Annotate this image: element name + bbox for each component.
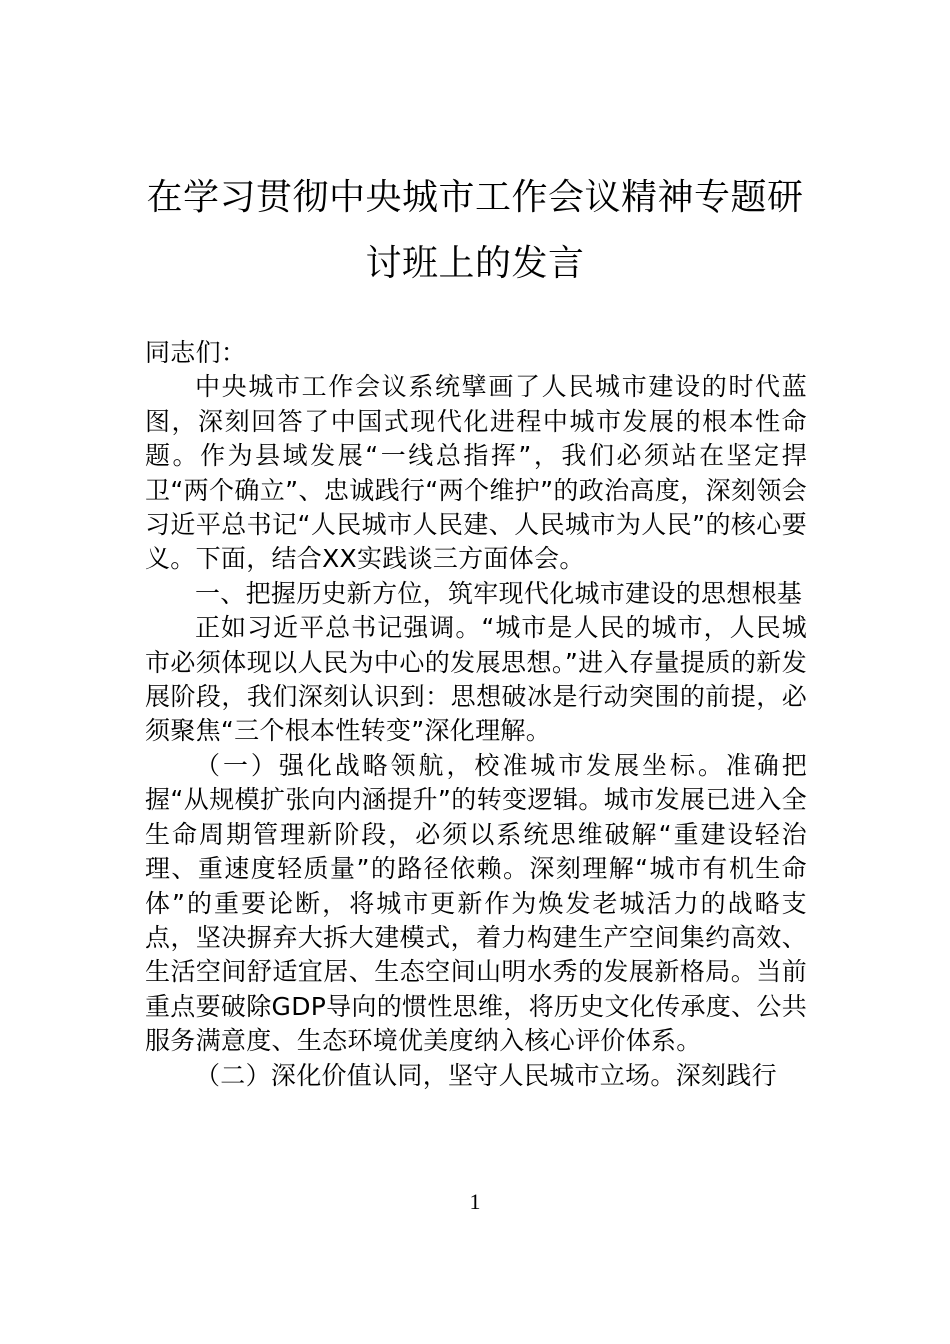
section-heading-1: 一、把握历史新方位，筑牢现代化城市建设的思想根基: [195, 578, 803, 608]
document-title: 在学习贯彻中央城市工作会议精神专题研讨班上的发言: [146, 177, 804, 284]
page-number: 1: [469, 1189, 481, 1214]
paragraph-intro: 中央城市工作会议系统擘画了人民城市建设的时代蓝图，深刻回答了中国式现代化进程中城市发展的根本性命题。作为县域发展“一线总指挥”，我们必须站在坚定捍卫“两个确立”、忠诚践行“两个维护”的政治高度，深刻领会习近平总书记“人民城市人民建、人民城市为人民”的核心要义。下面，结合XX实践谈三方面体会。: [145, 372, 807, 574]
paragraph-subsection-2: （二）深化价值认同，坚守人民城市立场。深刻践行: [195, 1060, 777, 1090]
salutation: 同志们：: [145, 338, 247, 367]
document-body: [145, 336, 807, 1093]
paragraph-subsection-1: （一）强化战略领航，校准城市发展坐标。准确把握“从规模扩张向内涵提升”的转变逻辑。城市发展已进入全生命周期管理新阶段，必须以系统思维破解“重建设轻治理、重速度轻质量”的路径依赖。深刻理解“城市有机生命体”的重要论断，将城市更新作为焕发老城活力的战略支点，坚决摒弃大拆大建模式，着力构建生产空间集约高效、生活空间舒适宜居、生态空间山明水秀的发展新格局。当前重点要破除GDP导向的惯性思维，将历史文化传承度、公共服务满意度、生态环境优美度纳入核心评价体系。: [145, 750, 807, 1056]
paragraph-section-1: 正如习近平总书记强调。“城市是人民的城市，人民城市必须体现以人民为中心的发展思想。”进入存量提质的新发展阶段，我们深刻认识到：思想破冰是行动突围的前提，必须聚焦“三个根本性转变”深化理解。: [145, 613, 807, 746]
